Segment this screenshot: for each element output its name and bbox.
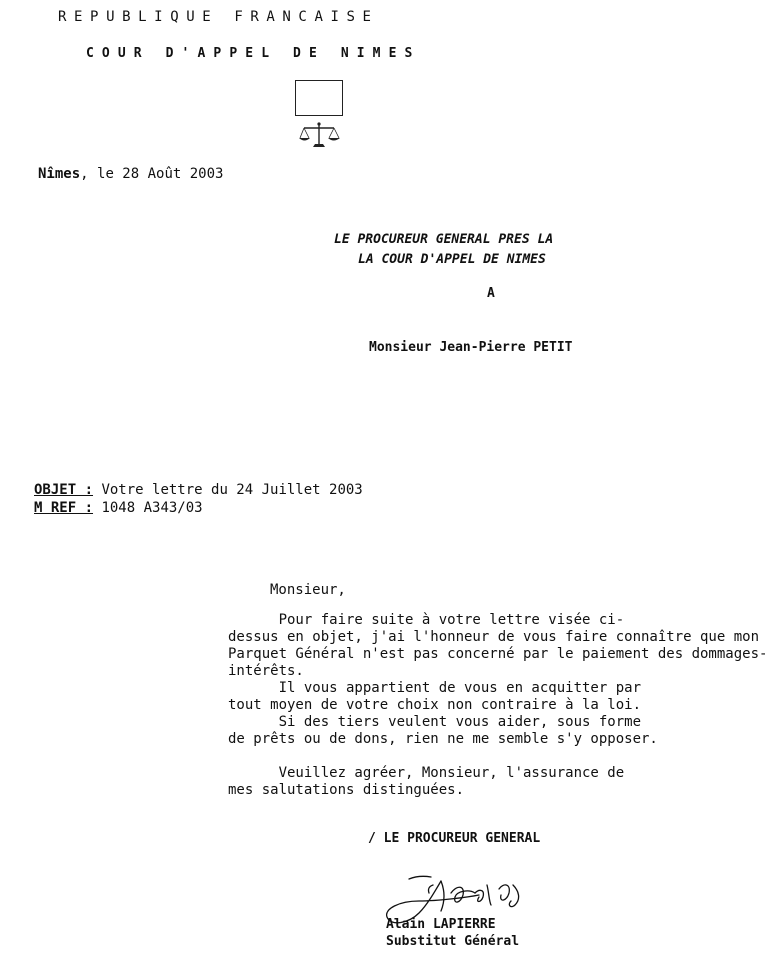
sender-line-1: LE PROCUREUR GENERAL PRES LA (334, 232, 554, 247)
body-line: Parquet Général n'est pas concerné par le paiement des dommages- (228, 646, 767, 662)
body-line: Il vous appartient de vous en acquitter par (228, 680, 642, 696)
body-line: tout moyen de votre choix non contraire à la loi. (228, 697, 642, 713)
objet-reference (34, 482, 363, 498)
signer-name: Alain LAPIERRE (386, 917, 496, 932)
body-line: mes salutations distinguées. (228, 782, 465, 798)
date-text: , le 28 Août 2003 (80, 166, 224, 182)
mref-label: M REF : (34, 500, 94, 516)
scales-of-justice-icon (295, 80, 343, 116)
date-city: Nîmes (38, 166, 81, 182)
body-line: de prêts ou de dons, rien ne me semble s'y opposer. (228, 731, 658, 747)
mref-value: 1048 A343/03 (93, 500, 203, 516)
body-line: Pour faire suite à votre lettre visée ci- (228, 612, 625, 628)
signer-role: Substitut Général (386, 934, 520, 949)
letter-date (38, 166, 223, 182)
sender-to: A (487, 286, 495, 301)
signature-title: / LE PROCUREUR GENERAL (368, 831, 541, 846)
objet-label: OBJET : (34, 482, 94, 498)
handwritten-signature (360, 852, 530, 914)
salutation: Monsieur, (270, 582, 346, 598)
court-header: COUR D'APPEL DE NIMES (86, 46, 421, 61)
republic-header: REPUBLIQUE FRANCAISE (58, 9, 379, 25)
body-line: Veuillez agréer, Monsieur, l'assurance de (228, 765, 625, 781)
body-line: dessus en objet, j'ai l'honneur de vous faire connaître que mon (228, 629, 760, 645)
sender-line-2: LA COUR D'APPEL DE NIMES (358, 252, 546, 267)
body-line: intérêts. (228, 663, 304, 679)
body-line: Si des tiers veulent vous aider, sous forme (228, 714, 642, 730)
objet-value: Votre lettre du 24 Juillet 2003 (93, 482, 363, 498)
mref-reference (34, 500, 203, 516)
recipient-name: Monsieur Jean-Pierre PETIT (369, 340, 573, 355)
